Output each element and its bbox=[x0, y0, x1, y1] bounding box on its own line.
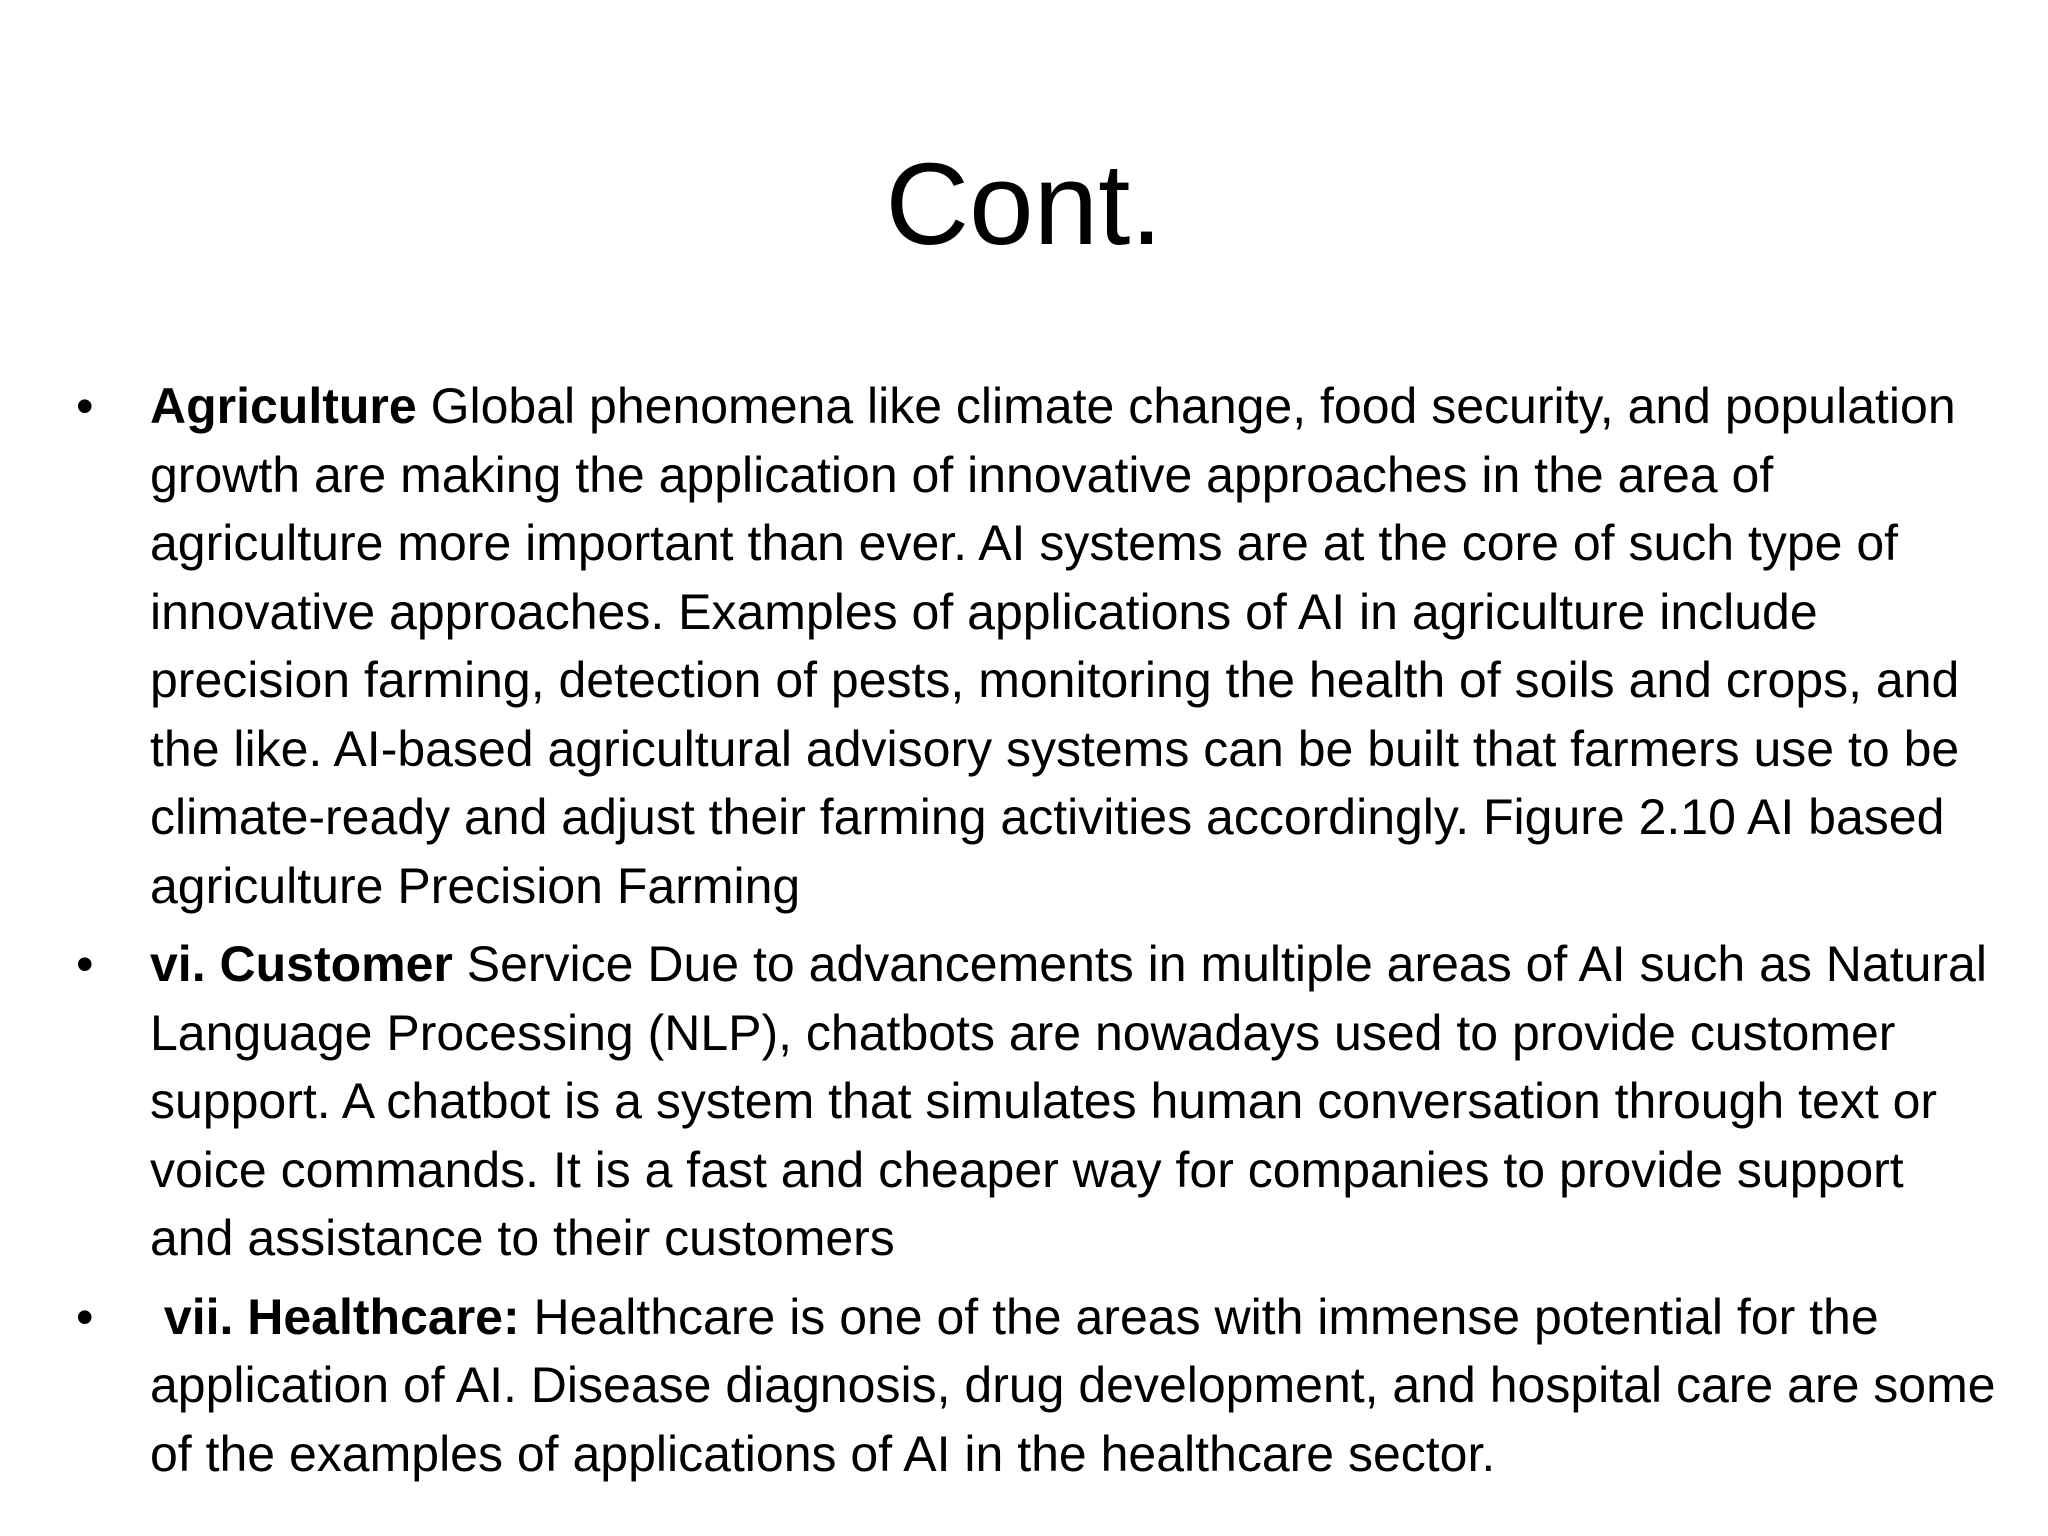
bullet-heading: vii. Healthcare: bbox=[150, 1288, 520, 1345]
bullet-item-customer-service bbox=[76, 930, 1996, 1273]
bullet-heading: vi. Customer bbox=[150, 936, 453, 992]
bullet-text: Healthcare is one of the areas with immense potential for the application of AI. Disease diagnosis, drug development, and hospital care are some of the examples of applications of AI in the healthcare sector. bbox=[150, 1288, 1996, 1482]
bullet-list bbox=[76, 372, 1996, 1498]
bullet-icon: • bbox=[76, 936, 94, 992]
bullet-text: Global phenomena like climate change, food security, and population growth are making the application of innovative approaches in the area of agriculture more important than ever. AI systems are at the core of such type of innovative approaches. Examples of applications of AI in agriculture include precision farming, detection of pests, monitoring the health of soils and crops, and the like. AI-based agricultural advisory systems can be built that farmers use to be climate-ready and adjust their farming activities accordingly. Figure 2.10 AI based agriculture Precision Farming bbox=[150, 378, 1960, 914]
bullet-icon: • bbox=[76, 378, 94, 434]
bullet-icon: • bbox=[76, 1288, 94, 1345]
bullet-heading: Agriculture bbox=[150, 378, 417, 434]
bullet-item-healthcare bbox=[76, 1283, 1996, 1489]
bullet-item-agriculture bbox=[76, 372, 1996, 920]
bullet-text: Service Due to advancements in multiple areas of AI such as Natural Language Processing (NLP), chatbots are nowadays used to provide customer support. A chatbot is a system that simulates human conversation through text or voice commands. It is a fast and cheaper way for companies to provide support and assistance to their customers bbox=[150, 936, 1987, 1266]
slide-title: Cont. bbox=[885, 139, 1163, 269]
